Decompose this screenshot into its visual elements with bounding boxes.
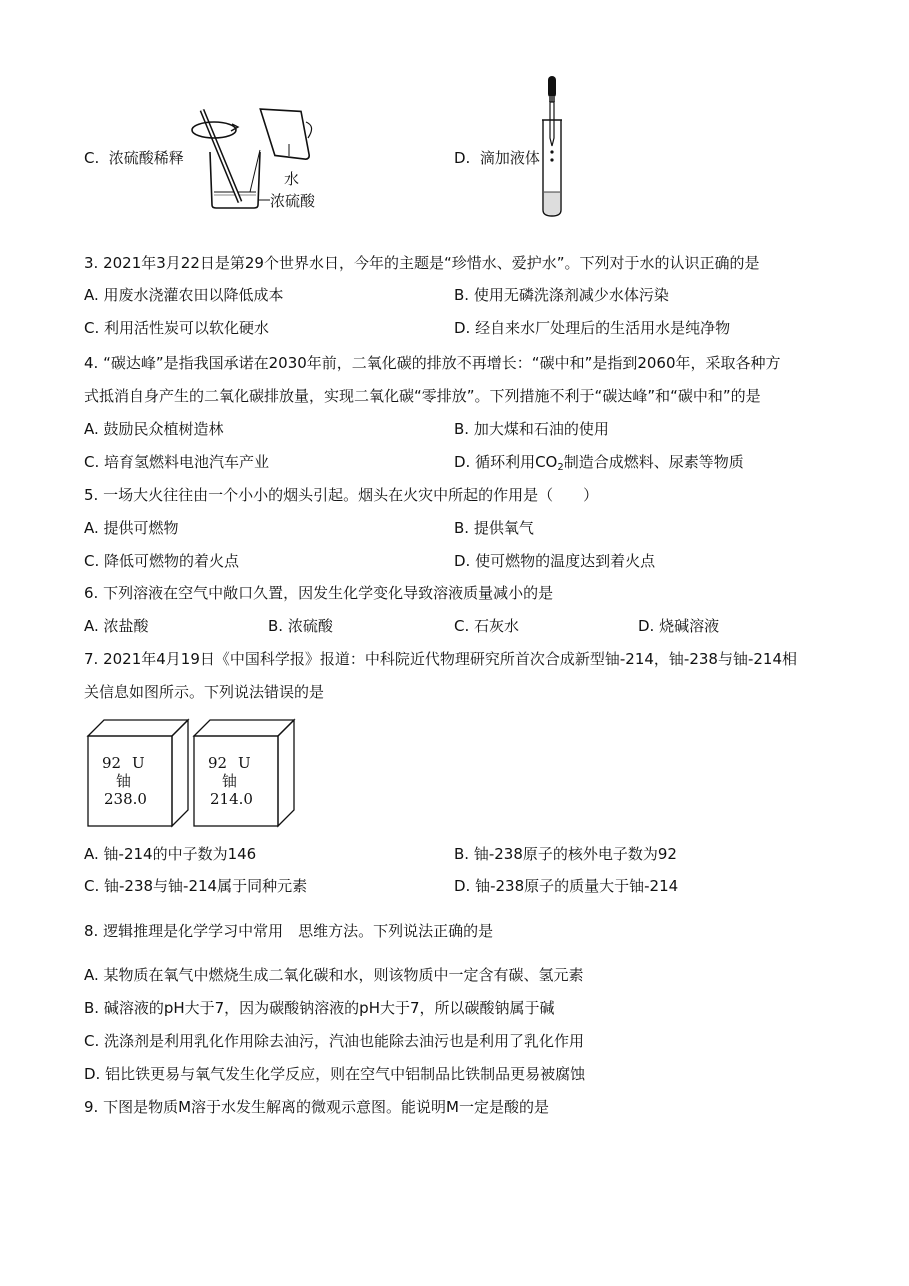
q6-option-c: C. 石灰水: [454, 617, 520, 635]
q5-option-d: D. 使可燃物的温度达到着火点: [454, 552, 656, 570]
q3-option-d: D. 经自来水厂处理后的生活用水是纯净物: [454, 319, 731, 337]
dropper-figure: [540, 74, 566, 220]
q7-stem-line1: 7. 2021年4月19日《中国科学报》报道：中科院近代物理研究所首次合成新型铀-214，铀-238与铀-214相: [84, 650, 798, 668]
dilution-figure: [188, 100, 338, 215]
q8-option-d: D. 铝比铁更易与氧气发生化学反应，则在空气中铝制品比铁制品更易被腐蚀: [84, 1065, 586, 1083]
uranium-214-card: [194, 720, 294, 826]
q6-option-d: D. 烧碱溶液: [638, 617, 720, 635]
q7-stem-line2: 关信息如图所示。下列说法错误的是: [84, 683, 325, 701]
q7-option-d: D. 铀-238原子的质量大于铀-214: [454, 877, 679, 895]
water-label: 水: [284, 170, 300, 188]
q6-option-a: A. 浓盐酸: [84, 617, 149, 635]
q3-option-c: C. 利用活性炭可以软化硬水: [84, 319, 270, 337]
q5-option-c: C. 降低可燃物的着火点: [84, 552, 240, 570]
card2-mass: 214.0: [210, 790, 253, 808]
q8-option-b: B. 碱溶液的pH大于7，因为碳酸钠溶液的pH大于7，所以碳酸钠属于碱: [84, 999, 555, 1017]
card1-symbol: U: [132, 754, 145, 772]
q9-stem: 9. 下图是物质M溶于水发生解离的微观示意图。能说明M一定是酸的是: [84, 1098, 549, 1116]
card1-atomic-number: 92: [102, 754, 122, 772]
q5-option-a: A. 提供可燃物: [84, 519, 179, 537]
card2-name: 铀: [222, 772, 238, 790]
q4-option-d: D. 循环利用$CO_2$制造合成燃料、尿素等物质: [454, 453, 744, 473]
card2-atomic-number: 92: [208, 754, 228, 772]
q5-stem: 5. 一场大火往往由一个小小的烟头引起。烟头在火灾中所起的作用是（ ）: [84, 486, 599, 504]
card2-symbol: U: [238, 754, 251, 772]
q4-stem-line2: 式抵消自身产生的二氧化碳排放量，实现二氧化碳“零排放”。下列措施不利于“碳达峰”和“碳中和”的是: [84, 387, 761, 405]
q8-stem: 8. 逻辑推理是化学学习中常用 思维方法。下列说法正确的是: [84, 922, 494, 940]
q7-option-b: B. 铀-238原子的核外电子数为92: [454, 845, 677, 863]
q3-option-b: B. 使用无磷洗涤剂减少水体污染: [454, 286, 669, 304]
q3-option-a: A. 用废水浇灌农田以降低成本: [84, 286, 284, 304]
acid-label: 浓硫酸: [270, 192, 316, 210]
q6-option-b: B. 浓硫酸: [268, 617, 333, 635]
co2-subscript: 2: [557, 462, 564, 473]
uranium-238-card: [88, 720, 188, 826]
q4-option-b: B. 加大煤和石油的使用: [454, 420, 609, 438]
q6-stem: 6. 下列溶液在空气中敞口久置，因发生化学变化导致溶液质量减小的是: [84, 584, 554, 602]
q7-option-c: C. 铀-238与铀-214属于同种元素: [84, 877, 308, 895]
card1-name: 铀: [116, 772, 132, 790]
q3-stem: 3. 2021年3月22日是第29个世界水日，今年的主题是“珍惜水、爱护水”。下列对于水的认识正确的是: [84, 254, 760, 272]
q2-option-c: C. 浓硫酸稀释: [84, 149, 184, 167]
card1-mass: 238.0: [104, 790, 147, 808]
q5-option-b: B. 提供氧气: [454, 519, 534, 537]
q4-stem-line1: 4. “碳达峰”是指我国承诺在2030年前，二氧化碳的排放不再增长：“碳中和”是指到2060年，采取各种方: [84, 354, 781, 372]
q8-option-c: C. 洗涤剂是利用乳化作用除去油污，汽油也能除去油污也是利用了乳化作用: [84, 1032, 585, 1050]
q2-option-d: D. 滴加液体: [454, 149, 540, 167]
q8-option-a: A. 某物质在氧气中燃烧生成二氧化碳和水，则该物质中一定含有碳、氢元素: [84, 966, 584, 984]
uranium-element-cards: [86, 718, 298, 830]
q4-option-c: C. 培育氢燃料电池汽车产业: [84, 453, 270, 471]
q7-option-a: A. 铀-214的中子数为146: [84, 845, 257, 863]
q4-option-a: A. 鼓励民众植树造林: [84, 420, 224, 438]
